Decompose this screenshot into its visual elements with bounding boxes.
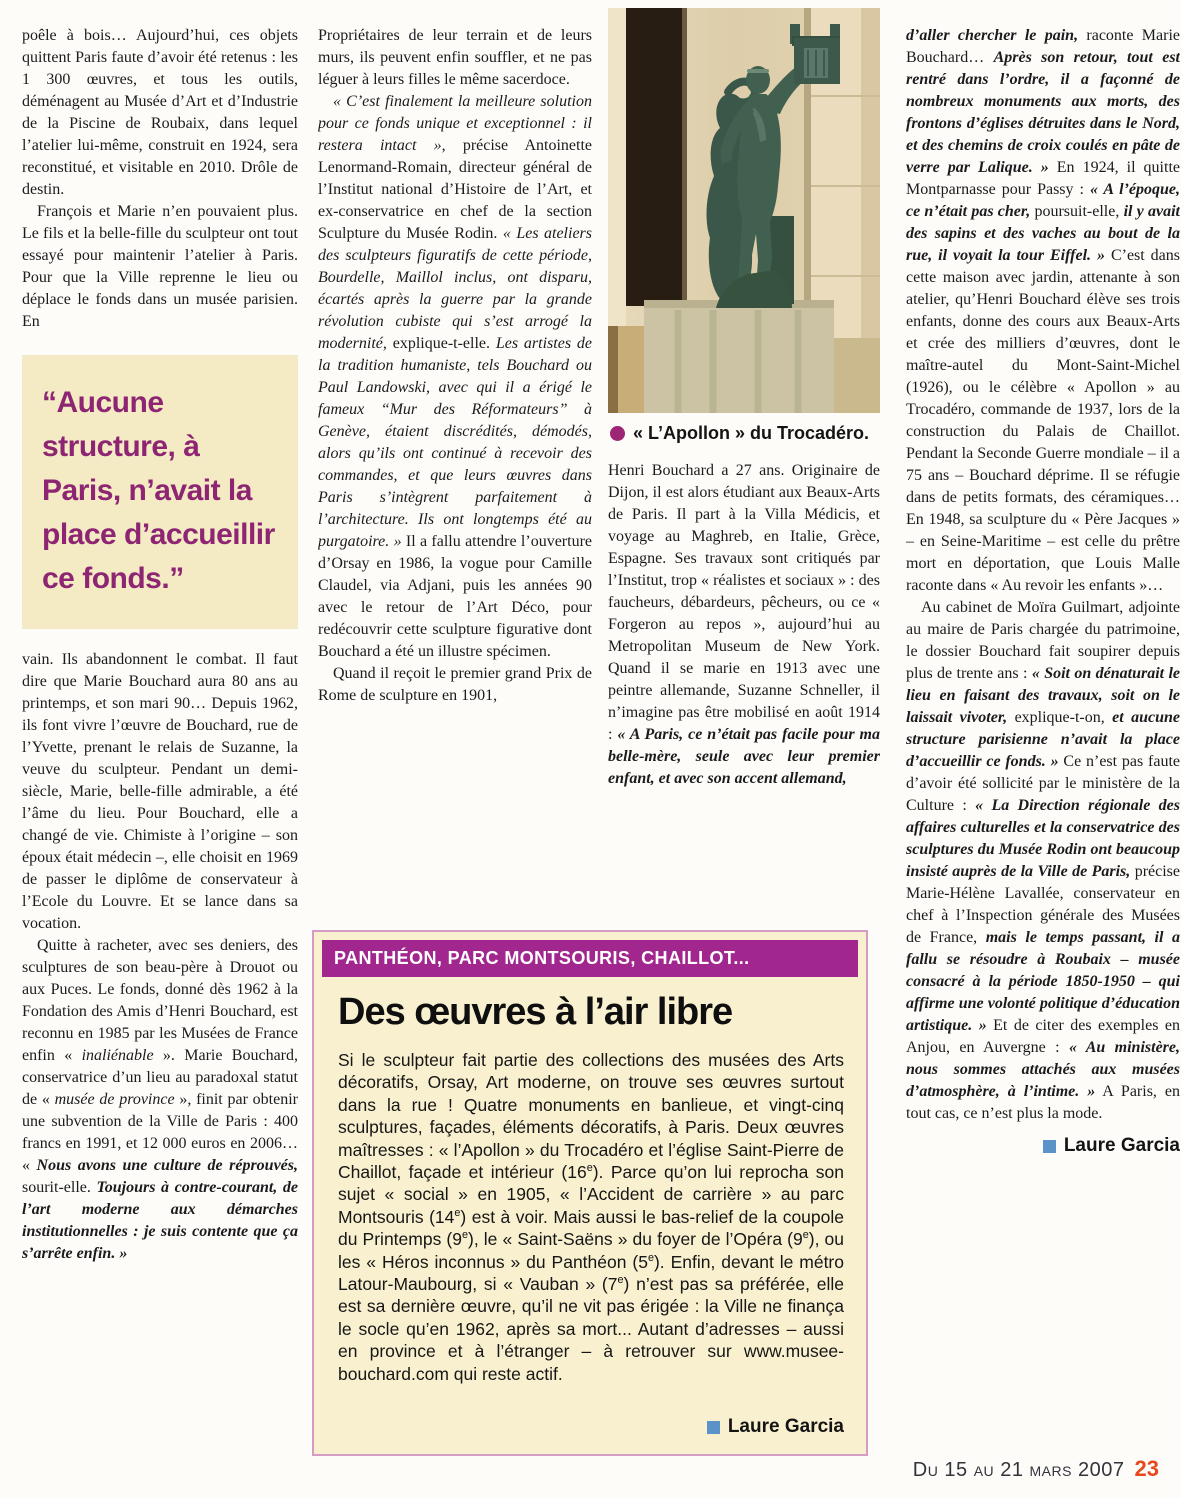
photo-caption-text: « L’Apollon » du Trocadéro.	[633, 423, 870, 443]
column-2	[318, 25, 592, 925]
author-name: Laure Garcia	[1063, 1135, 1180, 1156]
column-3	[608, 8, 880, 923]
article-paragraph: d’aller chercher le pain, raconte Marie Bouchard… Après son retour, tout est rentré dans l’ordre, il a façonné de nombreux monuments aux morts, des frontons d’églises détruites dans le Nord, et des chemins de croix coulés en pâte de verre par Lalique. » En 1924, il quitte Montparnasse pour Passy : « A l’époque, ce n’était pas cher, poursuit-elle, il y avait des sapins et des vaches au bout de la rue, il voyait la tour Eiffel. » C’est dans cette maison avec jardin, attenante à son atelier, qu’Henri Bouchard élève ses trois enfants, donne des cours aux Beaux-Arts et crée des milliers d’œuvres, dont le maître-autel du Mont-Saint-Michel (1926), ou le célèbre « Apollon » au Trocadéro, commande de 1937, lors de la construction du Palais de Chaillot. Pendant la Seconde Guerre mondiale – il a 75 ans – Bouchard déprime. Il se réfugie dans de petits formats, des céramiques… En 1948, sa sculpture du « Père Jacques » – en Seine-Maritime – est celle du prêtre mort en déportation, que Louis Malle raconte dans « Au revoir les enfants »…	[906, 27, 1180, 594]
column-4	[906, 25, 1180, 1460]
pull-quote: “Aucune structure, à Paris, n’avait la place d’accueillir ce fonds.”	[22, 355, 298, 629]
article-paragraph: poêle à bois… Aujourd’hui, ces objets quittent Paris faute d’avoir été retenus : les 1 300 œuvres, et tous les outils, déménagent au Musée d’Art et d’Industrie de la Piscine de Roubaix, dans lequel l’atelier lui-même, construit en 1924, sera reconstitué, et visitable en 2010. Drôle de destin.	[22, 27, 298, 198]
sidebar-author-name: Laure Garcia	[727, 1416, 844, 1437]
article-paragraph: vain. Ils abandonnent le combat. Il faut dire que Marie Bouchard aura 80 ans au printemps, et son mari 90… Depuis 1962, ils font vivre l’œuvre de Bouchard, rue de l’Yvette, prenant le relais de Suzanne, la veuve du sculpteur. Pendant un demi-siècle, Marie, belle-fille admirable, a été l’âme du lieu. Pour Bouchard, elle a changé de vie. Chimiste à l’origine – son époux était médecin –, elle choisit en 1969 de passer le diplôme de conservateur à l’Ecole du Louvre. Et se lance dans sa vocation.	[22, 651, 298, 932]
photo-caption	[610, 423, 880, 444]
caption-bullet-icon	[610, 426, 625, 441]
sidebar-body: Si le sculpteur fait partie des collections des musées des Arts décoratifs, Orsay, Art moderne, on trouve ses œuvres surtout dans la rue ! Quatre monuments en banlieue, et vingt-cinq sculptures, façades, éléments décoratifs, à Paris. Deux œuvres maîtresses : « l’Apollon » du Trocadéro et l’église Saint-Pierre de Chaillot, façade et intérieur (16e). Parce qu’on lui reprocha son sujet « social » en 1905, « l’Accident de carrière » au parc Montsouris (14e) est à voir. Mais aussi le bas-relief de la coupole du Printemps (9e), le « Saint-Saëns » du foyer de l’Opéra (9e), ou les « Héros inconnus » du Panthéon (5e). Enfin, devant le métro Latour-Maubourg, si « Vauban » (7e) n’est pas sa préférée, elle est sa dernière œuvre, qu’il ne vit pas érigée : la Ville ne finança le socle qu’en 1962, après sa mort... Autant d’adresses – aussi en province et à l’étranger – à retrouver sur www.musee-bouchard.com qui reste actif.	[338, 1050, 845, 1384]
byline-square-icon	[707, 1421, 720, 1434]
author-byline	[906, 1135, 1180, 1157]
article-paragraph: Propriétaires de leur terrain et de leurs murs, ils peuvent enfin souffler, et ne pas léguer à leurs filles le même sacerdoce.	[318, 27, 592, 88]
sidebar-byline	[707, 1416, 844, 1438]
sidebar-title: Des œuvres à l’air libre	[338, 991, 733, 1033]
article-paragraph: Quitte à racheter, avec ses deniers, des sculptures de son beau-père à Drouot ou aux Puces. Le fonds, donné dès 1962 à la Fondation des Amis d’Henri Bouchard, est reconnu en 1985 par les Musées de France enfin « inaliénable ». Marie Bouchard, conservatrice d’un lieu au paradoxal statut de « musée de province », finit par obtenir une subvention de la Ville de Paris : 400 francs en 1991, et 12 000 euros en 2006… « Nous avons une culture de réprouvés, sourit-elle. Toujours à contre-courant, de l’art moderne aux démarches institutionnelles : je suis contente que ça s’arrête enfin. »	[22, 937, 298, 1262]
page-footer	[913, 1456, 1159, 1482]
byline-square-icon	[1043, 1140, 1056, 1153]
apollo-statue-photo	[608, 8, 880, 413]
article-paragraph: Au cabinet de Moïra Guilmart, adjointe au maire de Paris chargée du patrimoine, le dossier Bouchard fait soupirer depuis plus de trente ans : « Soit on dénaturait le lieu en faisant des travaux, soit on le laissait vivoter, explique-t-on, et aucune structure parisienne n’avait la place d’accueillir ce fonds. » Ce n’est pas faute d’avoir été sollicité par le ministère de la Culture : « La Direction régionale des affaires culturelles et la conservatrice des sculptures du Musée Rodin ont beaucoup insisté auprès de la Ville de Paris, précise Marie-Hélène Lavallée, conservateur en chef à l’Inspection générale des Musées de France, mais le temps passant, il a fallu se résoudre à Roubaix – musée consacré à la période 1850-1950 – qui affirme une volonté politique d’éducation artistique. » Et de citer des exemples en Anjou, en Auvergne : « Au ministère, nous sommes attachés aux musées d’atmosphère, à l’intime. » A Paris, en tout cas, ce n’est plus la mode.	[906, 599, 1180, 1122]
sidebar-kicker: PANTHÉON, PARC MONTSOURIS, CHAILLOT...	[322, 940, 858, 977]
article-paragraph: Henri Bouchard a 27 ans. Originaire de Dijon, il est alors étudiant aux Beaux-Arts de Paris. Il part à la Villa Médicis, et voyage au Maghreb, en Italie, Grèce, Espagne. Ses travaux sont critiqués par l’Institut, trop « réalistes et sociaux » : des faucheurs, débardeurs, pêcheurs, ou ce « Forgeron au repos », aujourd’hui au Metropolitan Museum de New York. Quand il se marie en 1913 avec une peintre allemande, Suzanne Schneller, il n’imagine pas être mobilisé en août 1914 : « A Paris, ce n’était pas facile pour ma belle-mère, seule avec leur premier enfant, et avec son accent allemand,	[608, 462, 880, 787]
column-1	[22, 25, 298, 1485]
article-paragraph: Quand il reçoit le premier grand Prix de Rome de sculpture en 1901,	[318, 665, 592, 704]
article-paragraph: « C’est finalement la meilleure solution pour ce fonds unique et exceptionnel : il restera intact », précise Antoinette Lenormand-Romain, directeur général de l’Institut national d’Histoire de l’Art, et ex-conservatrice en chef de la section Sculpture du Musée Rodin. « Les ateliers des sculpteurs figuratifs de cette période, Bourdelle, Maillol inclus, ont disparu, écartés après la guerre par la grande révolution cubiste qui s’est arrogé la modernité, explique-t-elle. Les artistes de la tradition humaniste, tels Bouchard ou Paul Landowski, avec qui il a érigé le fameux “Mur des Réformateurs” à Genève, étaient discrédités, démodés, alors qu’ils ont continué à recevoir des commandes, et que leurs œuvres dans Paris s’intègrent parfaitement à l’architecture. Ils ont longtemps été au purgatoire. » Il a fallu attendre l’ouverture d’Orsay en 1986, la vogue pour Camille Claudel, via Adjani, puis les années 90 avec le retour de l’Art Déco, pour redécouvrir cette sculpture figurative dont Bouchard a été un illustre spécimen.	[318, 93, 592, 660]
sidebar-box	[312, 930, 868, 1456]
issue-date: Du 15 au 21 mars 2007	[912, 1459, 1125, 1481]
article-paragraph: François et Marie n’en pouvaient plus. Le fils et la belle-fille du sculpteur ont tout essayé pour maintenir l’atelier à Paris. Pour que la Ville reprenne le lieu ou déplace le fonds dans un musée parisien. En	[22, 203, 298, 330]
page-number: 23	[1134, 1456, 1159, 1481]
